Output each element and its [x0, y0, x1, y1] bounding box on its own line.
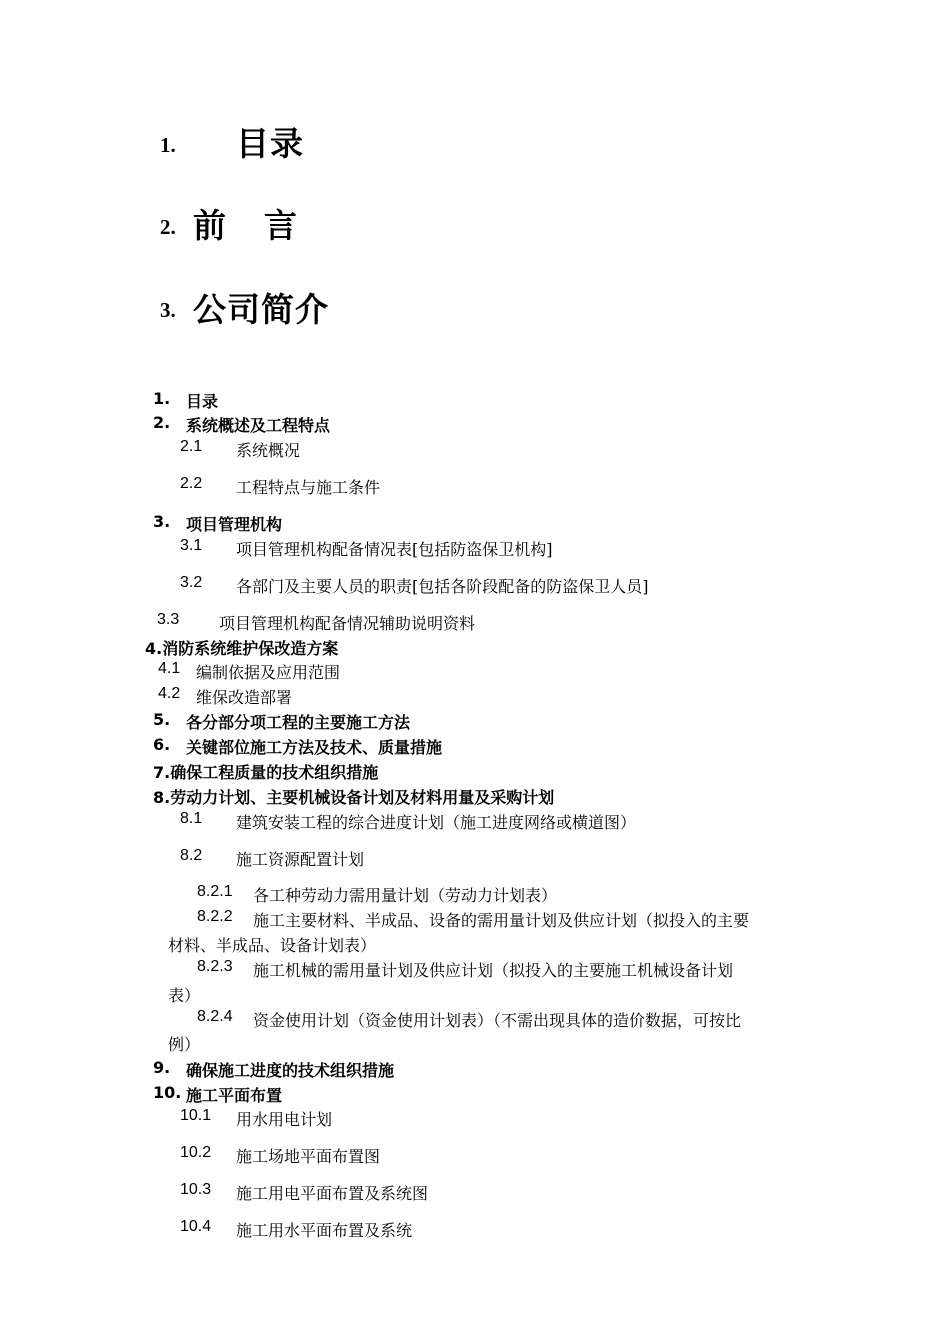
- toc-4-2-number: 4.2: [158, 685, 181, 702]
- toc-4-1: 编制依据及应用范围: [196, 663, 341, 682]
- toc-1: 目录: [186, 392, 219, 411]
- toc-10: 施工平面布置: [186, 1086, 283, 1105]
- toc-8-2-2: 施工主要材料、半成品、设备的需用量计划及供应计划（拟投入的主要: [253, 911, 750, 930]
- toc-3-3-number: 3.3: [157, 611, 180, 628]
- toc-8-2-2-continued: 材料、半成品、设备计划表）: [168, 936, 377, 955]
- toc-3-3: 项目管理机构配备情况辅助说明资料: [219, 614, 476, 633]
- toc-3: 项目管理机构: [186, 515, 283, 534]
- toc-10-1-number: 10.1: [180, 1107, 212, 1124]
- toc-10-3: 施工用电平面布置及系统图: [236, 1184, 429, 1203]
- toc-3-number: 3.: [153, 512, 171, 531]
- toc-9: 确保施工进度的技术组织措施: [186, 1061, 395, 1080]
- toc-2-number: 2.: [153, 413, 171, 432]
- toc-8: 8.劳动力计划、主要机械设备计划及材料用量及采购计划: [153, 788, 555, 807]
- heading-2-text-2: 言: [264, 206, 298, 245]
- toc-6-number: 6.: [153, 735, 171, 754]
- toc-1-number: 1.: [153, 389, 171, 408]
- toc-8-2-4-continued: 例）: [168, 1035, 201, 1054]
- toc-8-2-3-continued: 表）: [168, 986, 201, 1005]
- toc-4-1-number: 4.1: [158, 660, 181, 677]
- toc-3-2: 各部门及主要人员的职责[包括各阶段配备的防盗保卫人员]: [236, 577, 649, 596]
- toc-10-4-number: 10.4: [180, 1218, 212, 1235]
- toc-2-2-number: 2.2: [180, 475, 203, 492]
- toc-10-3-number: 10.3: [180, 1181, 212, 1198]
- toc-8-1-number: 8.1: [180, 810, 203, 827]
- toc-6: 关键部位施工方法及技术、质量措施: [186, 738, 443, 757]
- heading-2-text: 前: [193, 206, 227, 245]
- heading-1-number: 1.: [160, 133, 176, 157]
- toc-4: 4.消防系统维护保改造方案: [145, 639, 339, 658]
- toc-2-2: 工程特点与施工条件: [236, 478, 381, 497]
- toc-10-4: 施工用水平面布置及系统: [236, 1221, 413, 1240]
- toc-2: 系统概述及工程特点: [186, 416, 331, 435]
- toc-3-1: 项目管理机构配备情况表[包括防盗保卫机构]: [236, 540, 553, 559]
- toc-2-1: 系统概况: [236, 441, 301, 460]
- toc-10-1: 用水用电计划: [236, 1110, 333, 1129]
- heading-3-text: 公司简介: [193, 290, 329, 329]
- heading-1-text: 目录: [236, 124, 304, 163]
- toc-8-2-number: 8.2: [180, 847, 203, 864]
- toc-7: 7.确保工程质量的技术组织措施: [153, 763, 379, 782]
- toc-4-2: 维保改造部署: [196, 688, 293, 707]
- toc-8-2-4: 资金使用计划（资金使用计划表）（不需出现具体的造价数据，可按比: [253, 1011, 742, 1030]
- toc-10-2-number: 10.2: [180, 1144, 212, 1161]
- heading-3-number: 3.: [160, 298, 176, 322]
- toc-3-1-number: 3.1: [180, 537, 203, 554]
- toc-8-2-3: 施工机械的需用量计划及供应计划（拟投入的主要施工机械设备计划: [253, 961, 734, 980]
- toc-8-2: 施工资源配置计划: [236, 850, 365, 869]
- toc-10-number: 10.: [153, 1083, 182, 1102]
- toc-8-2-1-number: 8.2.1: [197, 883, 233, 900]
- toc-5-number: 5.: [153, 710, 171, 729]
- toc-8-2-2-number: 8.2.2: [197, 908, 233, 925]
- toc-9-number: 9.: [153, 1058, 171, 1077]
- toc-8-2-3-number: 8.2.3: [197, 958, 233, 975]
- toc-2-1-number: 2.1: [180, 438, 203, 455]
- toc-5: 各分部分项工程的主要施工方法: [186, 713, 411, 732]
- heading-2-number: 2.: [160, 215, 176, 239]
- toc-10-2: 施工场地平面布置图: [236, 1147, 381, 1166]
- toc-8-2-4-number: 8.2.4: [197, 1008, 233, 1025]
- toc-8-1: 建筑安装工程的综合进度计划（施工进度网络或横道图）: [236, 813, 637, 832]
- toc-3-2-number: 3.2: [180, 574, 203, 591]
- toc-8-2-1: 各工种劳动力需用量计划（劳动力计划表）: [253, 886, 558, 905]
